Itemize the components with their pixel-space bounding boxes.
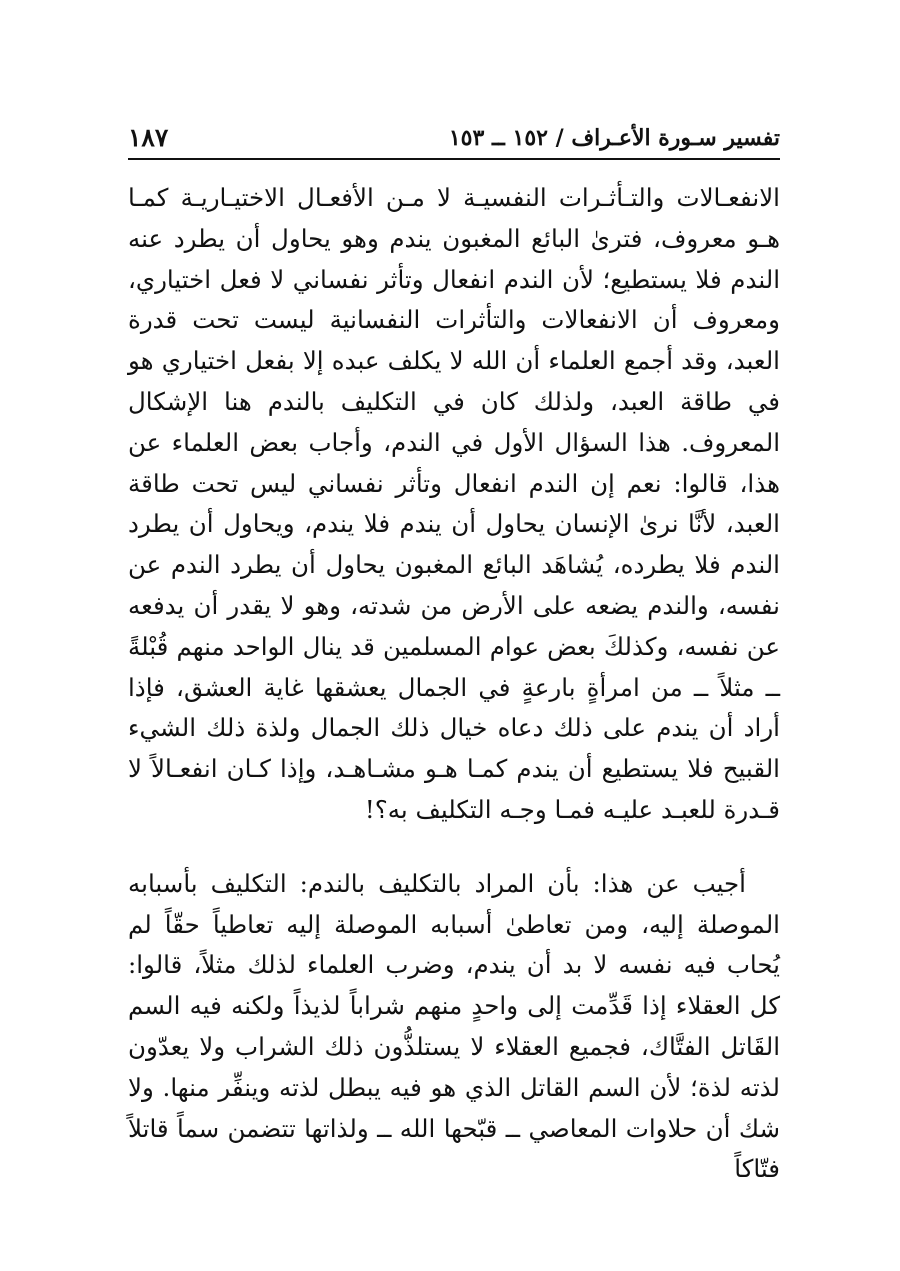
page-header (128, 112, 780, 160)
running-title: تفسير سـورة الأعـراف / ١٥٢ ــ ١٥٣ (448, 125, 780, 151)
book-page (128, 112, 780, 1190)
body-text (128, 178, 780, 1190)
page-number: ١٨٧ (128, 123, 169, 152)
paragraph-1: الانفعـالات والتـأثـرات النفسيـة لا مـن الأفعـال الاختيـاريـة كمـا هـو معروف، فترىٰ البائع المغبون يندم وهو يحاول أن يطرد عنه الندم فلا يستطيع؛ لأن الندم انفعال وتأثر نفساني لا فعل اختياري، ومعروف أن الانفعالات والتأثرات النفسانية ليست تحت قدرة العبد، وقد أجمع العلماء أن الله لا يكلف عبده إلا بفعل اختياري هو في طاقة العبد، ولذلك كان في التكليف بالندم هنا الإشكال المعروف. هذا السؤال الأول في الندم، وأجاب بعض العلماء عن هذا، قالوا: نعم إن الندم انفعال وتأثر نفساني ليس تحت طاقة العبد، لأنَّا نرىٰ الإنسان يحاول أن يندم فلا يندم، ويحاول أن يطرد الندم فلا يطرده، يُشاهَد البائع المغبون يحاول أن يطرد الندم عن نفسه، والندم يضعه على الأرض من شدته، وهو لا يقدر أن يدفعه عن نفسه، وكذلكَ بعض عوام المسلمين قد ينال الواحد منهم قُبْلةً ــ مثلاً ــ من امرأةٍ بارعةٍ في الجمال يعشقها غاية العشق، فإذا أراد أن يندم على ذلك دعاه خيال ذلك الجمال ولذة ذلك الشيء القبيح فلا يستطيع أن يندم كمـا هـو مشـاهـد، وإذا كـان انفعـالاً لا قـدرة للعبـد عليـه فمـا وجـه التكليف به؟! (128, 183, 781, 824)
paragraph-2: أجيب عن هذا: بأن المراد بالتكليف بالندم: التكليف بأسبابه الموصلة إليه، ومن تعاطىٰ أسبابه الموصلة إليه تعاطياً حقّاً لم يُحاب فيه نفسه لا بد أن يندم، وضرب العلماء لذلك مثلاً، قالوا: كل العقلاء إذا قَدِّمت إلى واحدٍ منهم شراباً لذيذاً ولكنه فيه السم القَاتل الفتَّاك، فجميع العقلاء لا يستلذُّون ذلك الشراب ولا يعدّون لذته لذة؛ لأن السم القاتل الذي هو فيه يبطل لذته وينفِّر منها. ولا شك أن حلاوات المعاصي ــ قبّحها الله ــ ولذاتها تتضمن سماً قاتلاً فتّاكاً (128, 868, 780, 1184)
